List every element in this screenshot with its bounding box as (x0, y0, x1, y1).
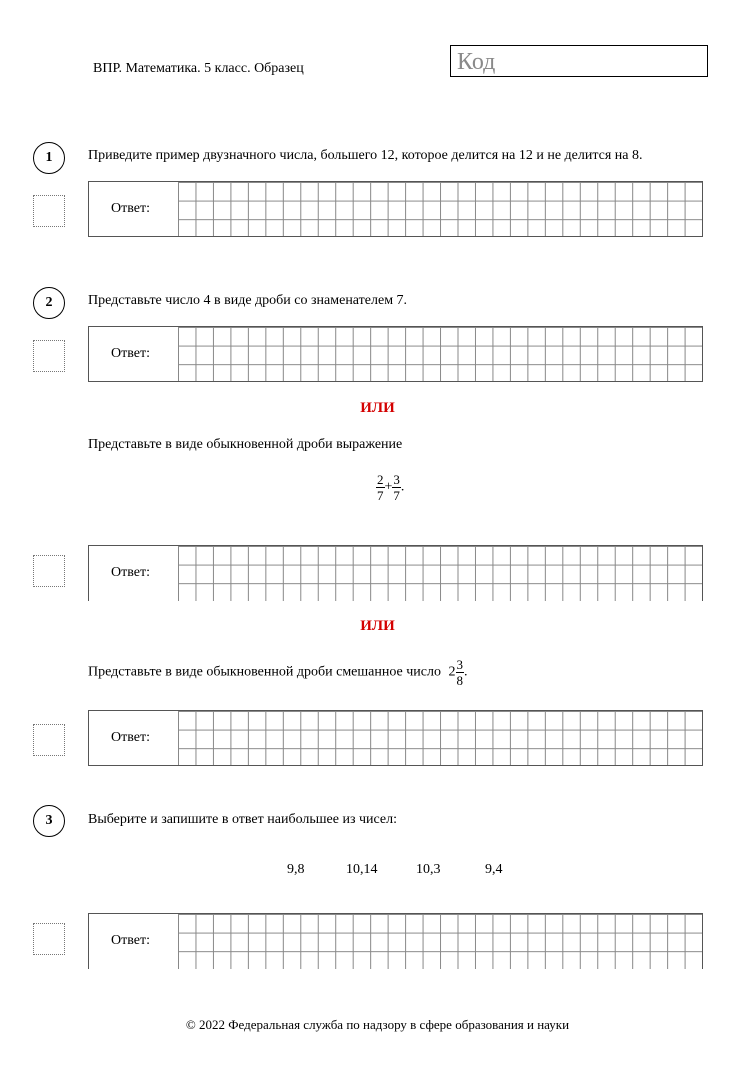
task-1-text: Приведите пример двузначного числа, большего 12, которое делится на 12 и не делится на 8. (88, 148, 643, 163)
score-box-1[interactable] (33, 195, 65, 227)
answer-label: Ответ: (111, 346, 150, 361)
task-2-text-a: Представьте число 4 в виде дроби со знаменателем 7. (88, 293, 408, 308)
or-separator-2: ИЛИ (360, 618, 395, 634)
score-box-2b[interactable] (33, 555, 65, 587)
document-header-title: ВПР. Математика. 5 класс. Образец (93, 61, 304, 76)
mixed-number: 2 $\frac{3}{8}$ . (448, 657, 468, 688)
number-item: 9,8 (287, 862, 305, 877)
answer-box-1[interactable] (88, 181, 703, 237)
code-field-label: Код (457, 49, 496, 75)
score-box-2a[interactable] (33, 340, 65, 372)
code-field[interactable] (450, 45, 708, 77)
answer-grid[interactable] (178, 546, 702, 601)
task-number-3: 3 (33, 805, 65, 837)
task-number-2: 2 (33, 287, 65, 319)
score-box-2c[interactable] (33, 724, 65, 756)
answer-label: Ответ: (111, 201, 150, 216)
task-2-text-b: Представьте в виде обыкновенной дроби выражение (88, 437, 403, 452)
number-item: 10,3 (416, 862, 441, 877)
task-3-text: Выберите и запишите в ответ наибольшее из чисел: (88, 812, 398, 827)
answer-label: Ответ: (111, 730, 150, 745)
answer-box-3[interactable] (88, 913, 703, 969)
answer-grid[interactable] (178, 711, 702, 765)
task-2-text-c: Представьте в виде обыкновенной дроби смешанное число (88, 664, 441, 680)
or-separator-1: ИЛИ (360, 400, 395, 416)
fraction-2-7: $\frac{2}{7}$ (377, 472, 384, 503)
footer-copyright: © 2022 Федеральная служба по надзору в сфере образования и науки (185, 1017, 570, 1032)
fraction-3-7: $\frac{3}{7}$ (393, 472, 400, 503)
answer-box-2c[interactable] (88, 710, 703, 766)
answer-label: Ответ: (111, 933, 150, 948)
number-item: 10,14 (346, 862, 378, 877)
fraction-expression: $\frac{2}{7}$ + $\frac{3}{7}$ . (377, 472, 405, 503)
answer-grid[interactable] (178, 914, 702, 969)
number-item: 9,4 (485, 862, 503, 877)
answer-box-2b[interactable] (88, 545, 703, 601)
answer-grid[interactable] (178, 182, 702, 236)
task-2-text-c-row (88, 657, 468, 688)
answer-grid[interactable] (178, 327, 702, 381)
answer-label: Ответ: (111, 565, 150, 580)
score-box-3[interactable] (33, 923, 65, 955)
answer-box-2a[interactable] (88, 326, 703, 382)
task-number-1: 1 (33, 142, 65, 174)
